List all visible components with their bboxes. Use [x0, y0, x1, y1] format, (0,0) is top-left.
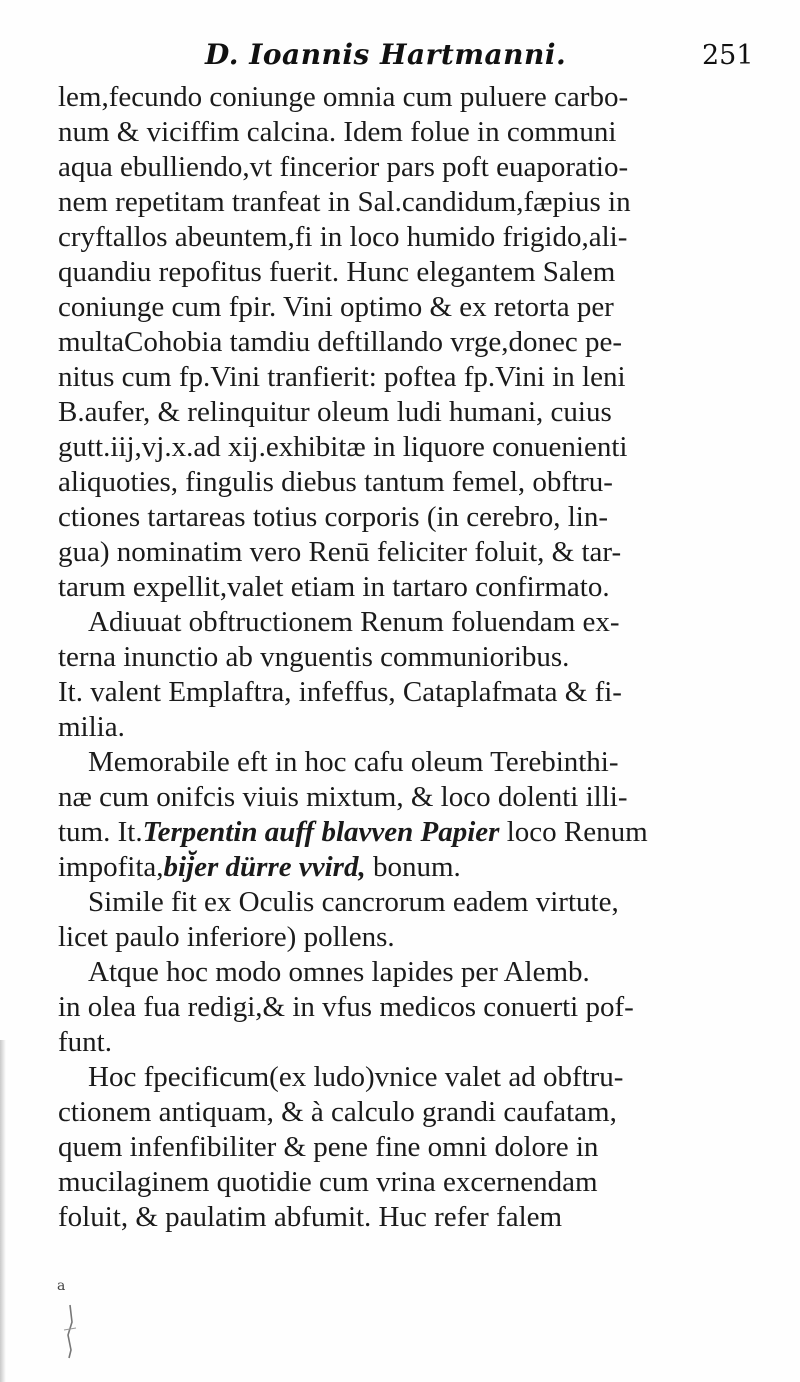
paragraph-start-line: Hoc fpecificum(ex ludo)vnice valet ad obftru-: [88, 1061, 624, 1093]
text-line-with-italic: [58, 850, 758, 885]
text-line: multaCohobia tamdiu deftillando vrge,donec pe-: [58, 326, 623, 358]
italic-german-phrase: bij̆er dürre vvird,: [163, 851, 366, 883]
text-line: gua) nominatim vero Renū feliciter foluit, & tar-: [58, 536, 622, 568]
line-lead: impofita,: [58, 851, 164, 883]
text-line: coniunge cum fpir. Vini optimo & ex retorta per: [58, 291, 614, 323]
text-line: nem repetitam tranfeat in Sal.candidum,fæpius in: [58, 186, 631, 218]
page-number: 251: [702, 40, 754, 71]
text-line: aliquoties, fingulis diebus tantum femel, obftru-: [58, 466, 613, 498]
paragraph-start-line: Simile fit ex Oculis cancrorum eadem virtute,: [88, 886, 619, 918]
text-line: It. valent Emplaftra, infeffus, Cataplafmata & fi-: [58, 676, 622, 708]
text-line: lem,fecundo coniunge omnia cum puluere carbo-: [58, 81, 629, 113]
text-line: B.aufer, & relinquitur oleum ludi humani, cuius: [58, 396, 612, 428]
line-tail: bonum.: [365, 851, 461, 883]
text-line: funt.: [58, 1026, 112, 1058]
text-line: ctionem antiquam, & à calculo grandi caufatam,: [58, 1096, 617, 1128]
line-lead: tum. It.: [58, 816, 143, 848]
text-line: næ cum onifcis viuis mixtum, & loco dolenti illi-: [58, 781, 628, 813]
paragraph-start-line: Memorabile eft in hoc cafu oleum Terebinthi-: [88, 746, 619, 778]
text-line: aqua ebulliendo,vt fincerior pars poft euaporatio-: [58, 151, 629, 183]
paragraph-start-line: Adiuuat obftructionem Renum foluendam ex-: [88, 606, 620, 638]
text-line: cryftallos abeuntem,fi in loco humido frigido,ali-: [58, 221, 628, 253]
text-line: mucilaginem quotidie cum vrina excernendam: [58, 1166, 598, 1198]
page-edge-shadow: [0, 1040, 6, 1382]
text-line: tarum expellit,valet etiam in tartaro confirmato.: [58, 571, 610, 603]
paragraph-start-line: Atque hoc modo omnes lapides per Alemb.: [88, 956, 590, 988]
text-line: milia.: [58, 711, 125, 743]
italic-german-phrase: Terpentin auff blavven Papier: [142, 816, 500, 848]
text-line: licet paulo inferiore) pollens.: [58, 921, 395, 953]
text-line: num & viciffim calcina. Idem folue in communi: [58, 116, 617, 148]
text-line: terna inunctio ab vnguentis communioribus.: [58, 641, 570, 673]
text-line: in olea fua redigi,& in vfus medicos conuerti pof-: [58, 991, 634, 1023]
page-header: [0, 34, 800, 84]
ink-stain-mark: [50, 1300, 90, 1360]
line-tail: loco Renum: [499, 816, 648, 848]
running-head: D. Ioannis Hartmanni.: [205, 38, 567, 71]
text-line: gutt.iij,vj.x.ad xij.exhibitæ in liquore conuenienti: [58, 431, 628, 463]
signature-mark: a: [57, 1278, 66, 1294]
text-line: foluit, & paulatim abfumit. Huc refer falem: [58, 1201, 563, 1233]
text-line: quem infenfibiliter & pene fine omni dolore in: [58, 1131, 599, 1163]
text-line: ctiones tartareas totius corporis (in cerebro, lin-: [58, 501, 608, 533]
text-line: nitus cum fp.Vini tranfierit: poftea fp.Vini in leni: [58, 361, 626, 393]
text-line-with-italic: [58, 815, 758, 850]
body-text: [58, 80, 758, 1235]
text-line: quandiu repofitus fuerit. Hunc elegantem Salem: [58, 256, 616, 288]
